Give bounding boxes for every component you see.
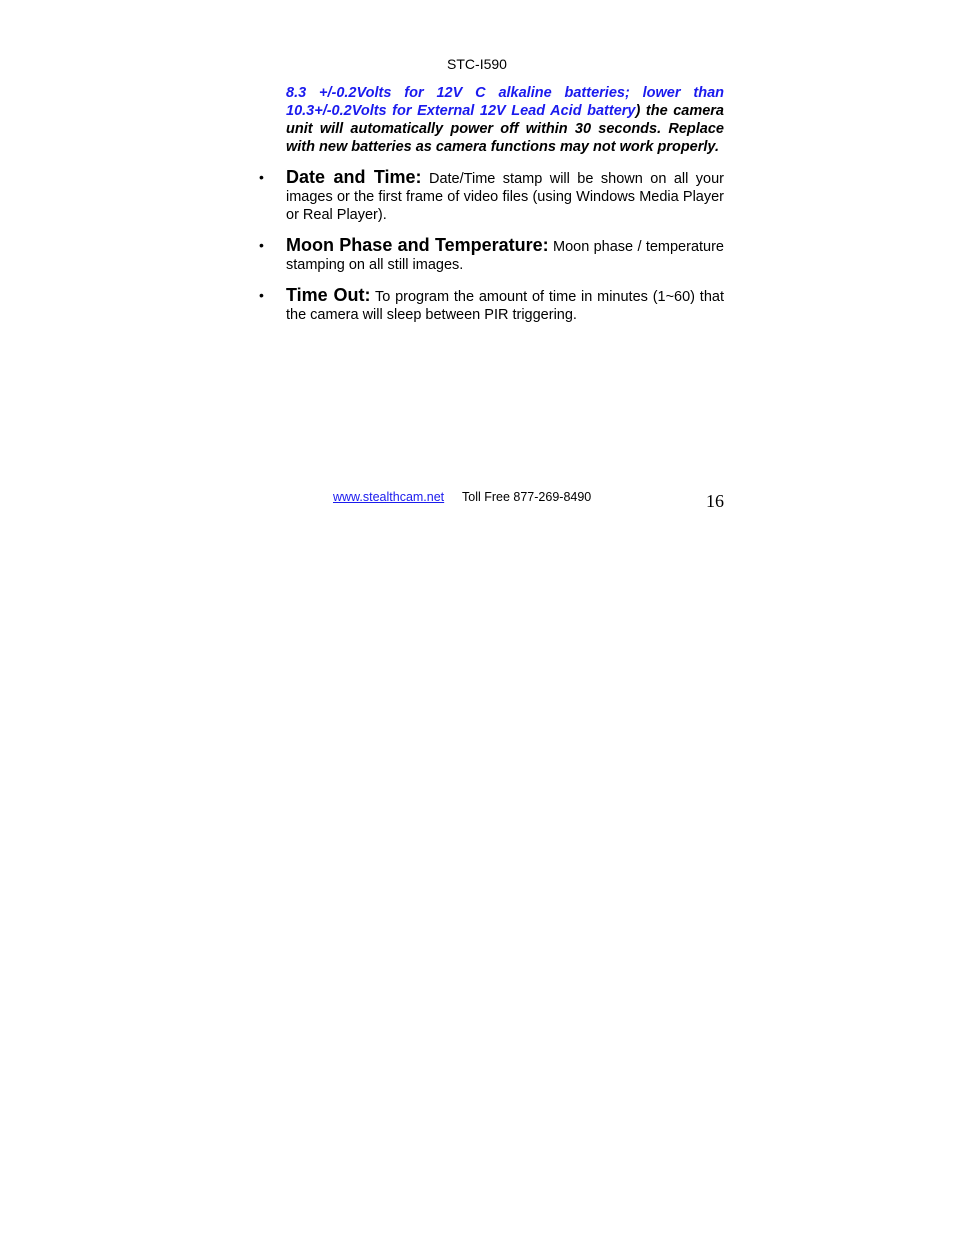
website-link[interactable]: www.stealthcam.net: [333, 490, 445, 504]
page-number: 16: [706, 491, 724, 511]
item-description: Moon phase / temperature stamping on all still images.: [286, 239, 724, 273]
toll-free-phone: Toll Free 877-269-8490: [462, 490, 592, 504]
list-item-time-out: [259, 285, 724, 324]
item-term: Date and Time:: [286, 167, 422, 187]
manual-content: [259, 84, 724, 336]
page-header: STC-I590: [447, 56, 507, 72]
item-description: Date/Time stamp will be shown on all your images or the first frame of video files (using Windows Media Player or Real Player).: [286, 171, 724, 223]
page-footer: [333, 490, 724, 514]
bullet-icon: •: [259, 237, 264, 253]
bullet-icon: •: [259, 287, 264, 303]
item-term: Time Out:: [286, 285, 371, 305]
battery-warning: [286, 84, 724, 156]
settings-list: [259, 167, 724, 324]
battery-voltage-text: 8.3 +/-0.2Volts for 12V C alkaline batteries; lower than 10.3+/-0.2Volts for External 12V Lead Acid battery: [286, 85, 724, 119]
item-description: To program the amount of time in minutes (1~60) that the camera will sleep between PIR triggering.: [286, 289, 724, 323]
list-item-moon-phase: [259, 235, 724, 274]
item-term: Moon Phase and Temperature:: [286, 235, 549, 255]
power-off-warning-text: ) the camera unit will automatically power off within 30 seconds. Replace with new batteries as camera functions may not work properly.: [286, 103, 724, 155]
bullet-icon: •: [259, 169, 264, 185]
list-item-date-and-time: [259, 167, 724, 224]
